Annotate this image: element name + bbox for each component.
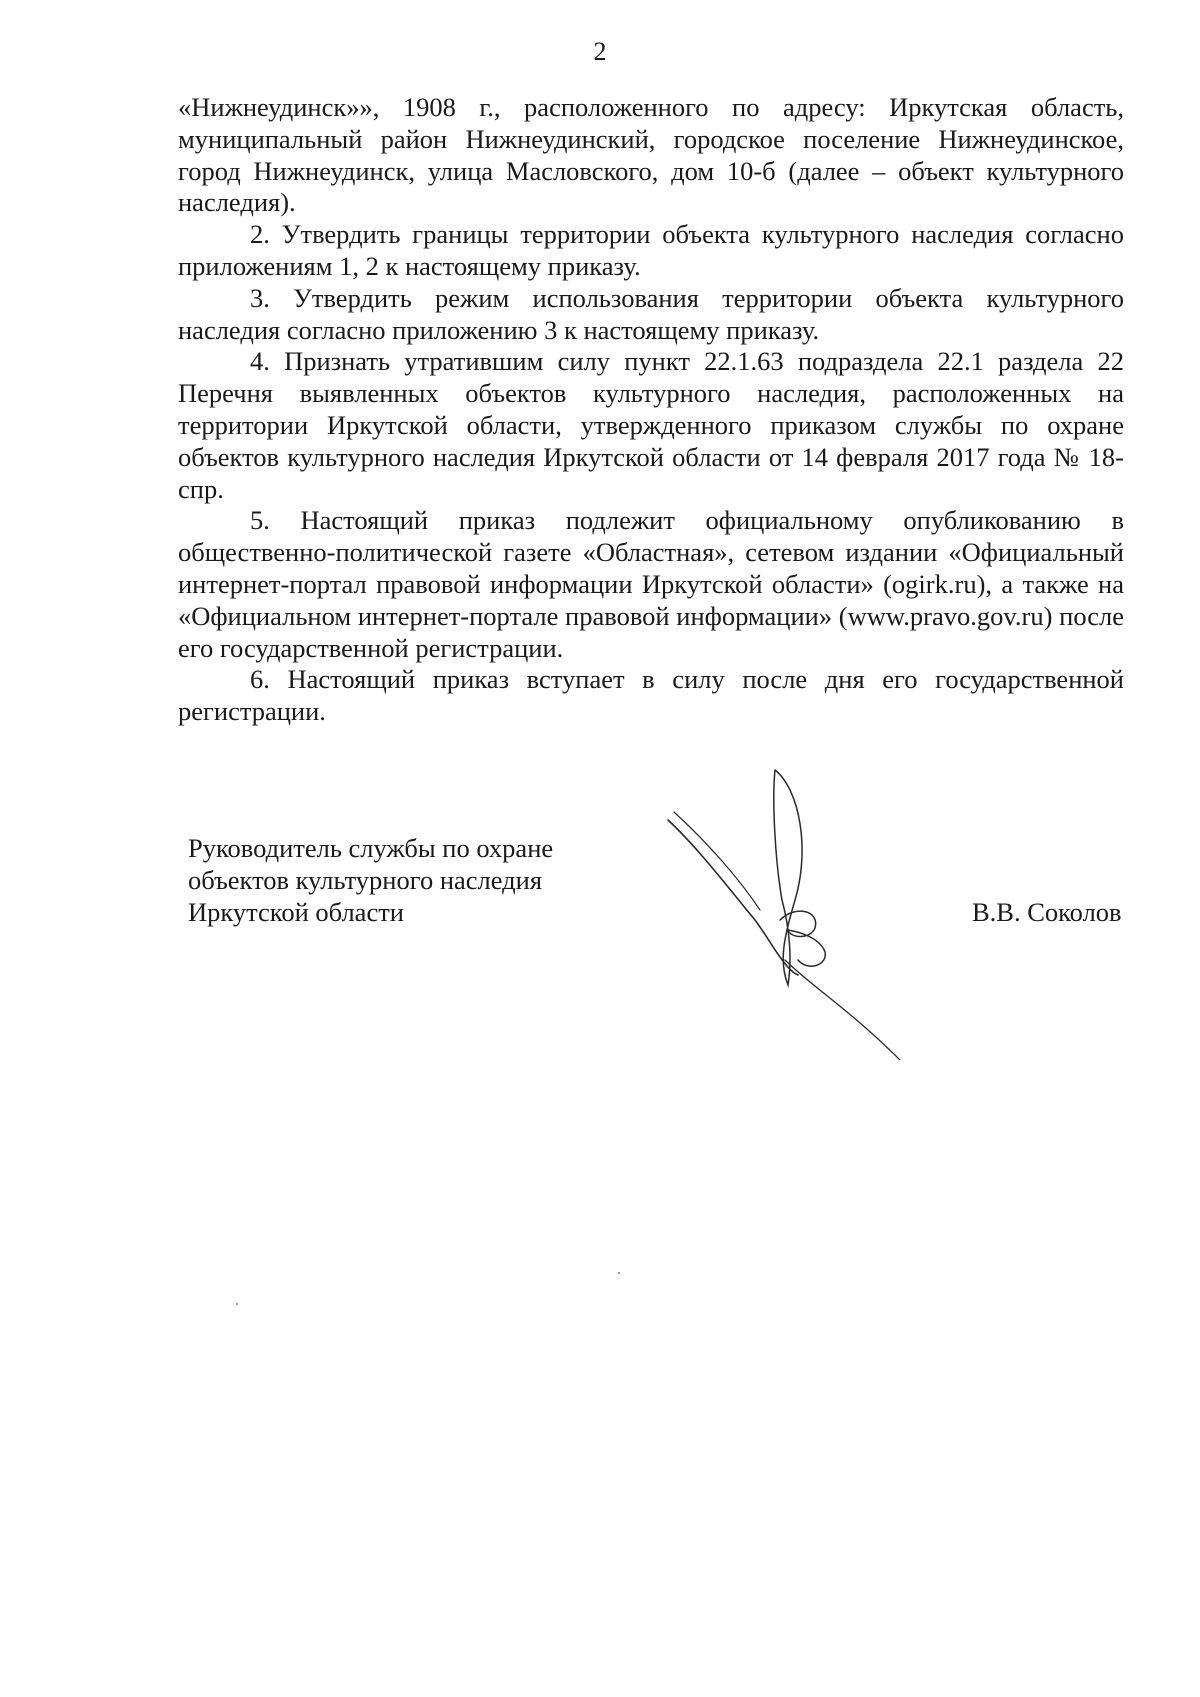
signature-stroke (785, 960, 900, 1060)
paragraph-continuation: «Нижнеудинск»», 1908 г., расположенного по адресу: Иркутская область, муниципальный район Нижнеудинский, городское поселение Нижнеудинское, город Нижнеудинск, улица Масловского, дом 10-б (далее – объект культурного наследия). (178, 92, 1124, 218)
paragraph-item-2: 2. Утвердить границы территории объекта культурного наследия согласно приложениям 1, 2 к настоящему приказу. (178, 219, 1124, 281)
signatory-name: В.В. Соколов (972, 897, 1122, 927)
page-number: 2 (593, 37, 607, 66)
handwritten-signature (660, 760, 940, 1060)
signatory-position-line: Руководитель службы по охране (188, 833, 554, 863)
scan-speck (236, 1303, 238, 1305)
paragraph-item-4: 4. Признать утратившим силу пункт 22.1.63 подраздела 22.1 раздела 22 Перечня выявленных объектов культурного наследия, расположенных на территории Иркутской области, утвержденного приказом службы по охране объектов культурного наследия Иркутской области от 14 февраля 2017 года № 18-спр. (178, 346, 1124, 504)
signatory-position-line: Иркутской области (188, 897, 404, 927)
paragraph-item-5: 5. Настоящий приказ подлежит официальному опубликованию в общественно-политической газете «Областная», сетевом издании «Официальный интернет-портал правовой информации Иркутской области» (ogirk.ru), а также на «Официальном интернет-портале правовой информации» (www.pravo.gov.ru) после его государственной регистрации. (178, 505, 1124, 663)
signature-stroke (668, 820, 798, 975)
paragraph-item-3: 3. Утвердить режим использования территории объекта культурного наследия согласно приложению 3 к настоящему приказу. (178, 282, 1124, 345)
paragraph-item-6: 6. Настоящий приказ вступает в силу после дня его государственной регистрации. (178, 664, 1124, 727)
signature-stroke (774, 770, 802, 985)
document-body (178, 92, 1124, 728)
scan-speck (618, 1272, 620, 1274)
signatory-position (188, 832, 553, 928)
signatory-position-line: объектов культурного наследия (188, 865, 543, 895)
signature-stroke (674, 812, 760, 910)
